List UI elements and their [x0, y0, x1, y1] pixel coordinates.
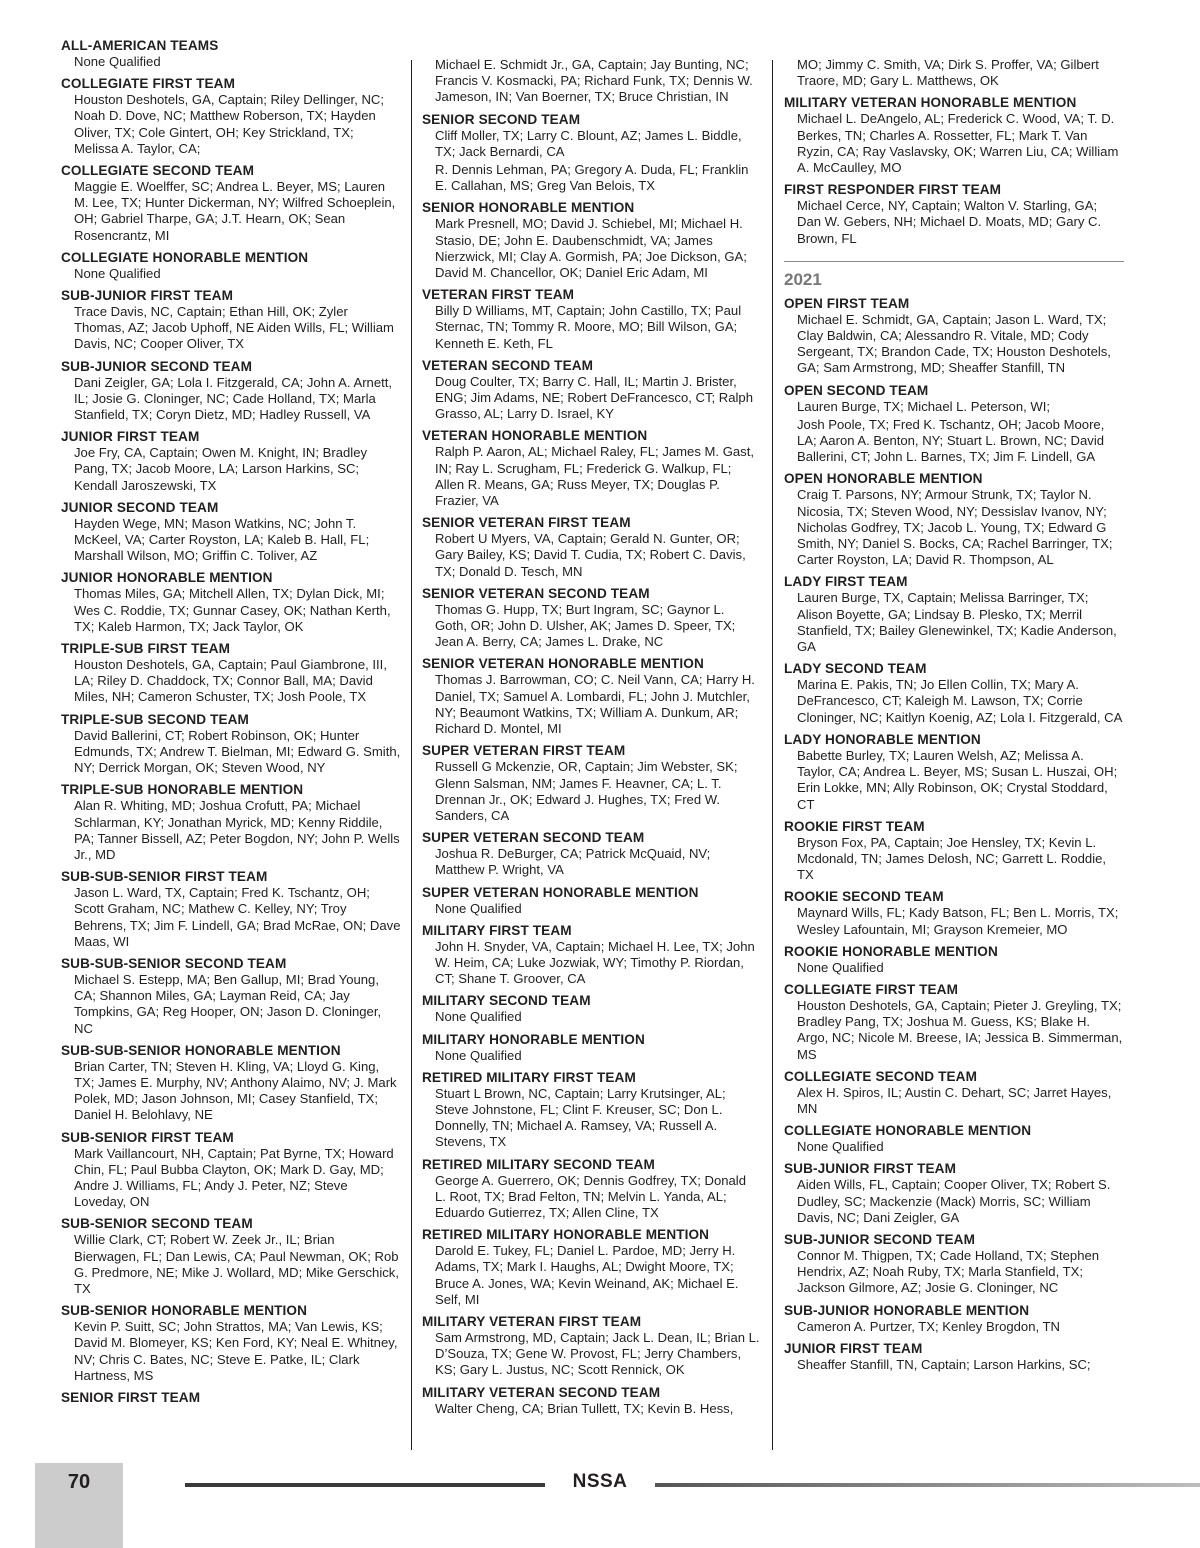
team-member-text: Babette Burley, TX; Lauren Welsh, AZ; Melissa A. Taylor, CA; Andrea L. Beyer, MS; Susan L. Huszai, OH; Erin Lokke, MN; Ally Robinson, OK; Crystal Stoddard, CT	[797, 747, 1118, 812]
year-divider	[784, 261, 1124, 262]
column-right	[784, 57, 1124, 1379]
team-member-text: Walter Cheng, CA; Brian Tullett, TX; Kevin B. Hess,	[435, 1400, 734, 1416]
team-member-list	[61, 179, 401, 244]
team-member-text: Doug Coulter, TX; Barry C. Hall, IL; Martin J. Brister, ENG; Jim Adams, NE; Robert DeFrancesco, CT; Ralph Grasso, AL; Larry D. Israel, KY	[435, 373, 753, 422]
team-member-text: Hayden Wege, MN; Mason Watkins, NC; John T. McKeel, VA; Carter Royston, LA; Kaleb B. Hall, FL; Marshall Wilson, MO; Griffin C. Toliver, AZ	[74, 515, 370, 564]
team-member-list	[61, 728, 401, 777]
team-section	[61, 956, 401, 1037]
team-member-text: None Qualified	[797, 959, 884, 975]
team-section-title: OPEN FIRST TEAM	[784, 295, 910, 311]
team-member-list	[784, 1357, 1124, 1373]
team-member-list	[61, 304, 401, 353]
team-member-text: Marina E. Pakis, TN; Jo Ellen Collin, TX; Mary A. DeFrancesco, CT; Kaleigh M. Lawson, TX; Corrie Cloninger, NC; Kaitlyn Koenig, AZ; Lola I. Fitzgerald, CA	[797, 677, 1123, 725]
team-member-list	[422, 672, 760, 737]
team-member-text: Josh Poole, TX; Fred K. Tschantz, OH; Jacob Moore, LA; Aaron A. Benton, NY; Stuart L. Brown, NC; David Ballerini, CT; John L. Barnes, TX; Jim F. Lindell, GA	[797, 416, 1105, 465]
team-section	[422, 112, 760, 195]
team-section-title: RETIRED MILITARY SECOND TEAM	[422, 1156, 655, 1172]
team-member-list	[61, 516, 401, 565]
team-section	[784, 982, 1124, 1063]
team-member-text: None Qualified	[797, 1139, 884, 1155]
team-member-text: R. Dennis Lehman, PA; Gregory A. Duda, FL; Franklin E. Callahan, MS; Greg Van Belois, TX	[435, 162, 749, 194]
team-member-text: Alan R. Whiting, MD; Joshua Crofutt, PA; Michael Schlarman, KY; Jonathan Myrick, MD; Kenny Riddile, PA; Tanner Bissell, AZ; Peter Bogdon, NY; John P. Wells Jr., MD	[74, 798, 400, 862]
team-section-title: VETERAN HONORABLE MENTION	[422, 428, 648, 444]
team-member-text: Bryson Fox, PA, Captain; Joe Hensley, TX; Kevin L. Mcdonald, TN; James Delosh, NC; Garrett L. Roddie, TX	[797, 834, 1107, 883]
team-section	[422, 885, 760, 917]
team-member-list	[784, 590, 1124, 655]
team-section	[784, 1341, 1124, 1373]
footer-rule-right	[655, 1483, 1200, 1487]
team-section-title: SUB-SENIOR FIRST TEAM	[61, 1129, 234, 1145]
team-section-title: LADY SECOND TEAM	[784, 661, 927, 677]
team-section-title: VETERAN FIRST TEAM	[422, 287, 575, 303]
team-section-title: SUPER VETERAN HONORABLE MENTION	[422, 884, 699, 900]
team-section	[422, 358, 760, 423]
team-member-text: None Qualified	[435, 1009, 522, 1025]
team-section	[784, 889, 1124, 937]
team-member-list	[784, 57, 1124, 89]
team-section-title: SUB-JUNIOR HONORABLE MENTION	[784, 1302, 1030, 1318]
team-section-title: SUB-SUB-SENIOR HONORABLE MENTION	[61, 1042, 341, 1058]
team-member-text: Houston Deshotels, GA, Captain; Pieter J. Greyling, TX; Bradley Pang, TX; Joshua M. Guess, KS; Blake H. Argo, NC; Nicole M. Breese, IA; Jessica B. Simmerman, MS	[797, 997, 1123, 1062]
team-member-text: David Ballerini, CT; Robert Robinson, OK; Hunter Edmunds, TX; Andrew T. Bielman, MI; Edward G. Smith, NY; Derrick Morgan, OK; Steven Wood, NY	[74, 727, 401, 776]
team-member-list	[61, 972, 401, 1037]
team-section-title: SUPER VETERAN SECOND TEAM	[422, 830, 645, 846]
team-member-text: Darold E. Tukey, FL; Daniel L. Pardoe, MD; Jerry H. Adams, TX; Mark I. Haughs, AL; Dwight Moore, TX; Bruce A. Jones, WA; Kevin Weinand, AK; Michael E. Self, MI	[435, 1243, 739, 1307]
team-member-text: Dani Zeigler, GA; Lola I. Fitzgerald, CA; John A. Arnett, IL; Josie G. Cloninger, NC; Cade Holland, TX; Marla Stanfield, TX; Coryn Dietz, MD; Hadley Russell, VA	[74, 374, 393, 423]
team-member-text: George A. Guerrero, OK; Dennis Godfrey, TX; Donald L. Root, TX; Brad Felton, TN; Melvin L. Yanda, AL; Eduardo Gutierrez, TX; Allen Cline, TX	[435, 1172, 747, 1220]
team-member-text: Jason L. Ward, TX, Captain; Fred K. Tschantz, OH; Scott Graham, NC; Mathew C. Kelley, NY; Troy Behrens, TX; Jim F. Lindell, GA; Brad McRae, ON; Dave Maas, WI	[74, 885, 401, 949]
team-member-text: Joshua R. DeBurger, CA; Patrick McQuaid, NV; Matthew P. Wright, VA	[435, 846, 711, 878]
team-member-text: MO; Jimmy C. Smith, VA; Dirk S. Proffer, VA; Gilbert Traore, MD; Gary L. Matthews, OK	[797, 57, 1099, 89]
team-section	[422, 515, 760, 580]
team-section-title: MILITARY VETERAN FIRST TEAM	[422, 1313, 642, 1329]
team-section	[61, 1303, 401, 1384]
team-section	[61, 288, 401, 353]
team-member-text: None Qualified	[435, 1047, 522, 1063]
team-member-text: Russell G Mckenzie, OR, Captain; Jim Webster, SK; Glenn Salsman, NM; James F. Heavner, CA; L. T. Drennan Jr., OK; Edward J. Hughes, TX; Fred W. Sanders, CA	[435, 759, 738, 823]
footer-rule-left	[185, 1483, 545, 1487]
team-section	[422, 1032, 760, 1064]
team-section	[784, 95, 1124, 176]
team-member-text: Houston Deshotels, GA, Captain; Riley Dellinger, NC; Noah D. Dove, NC; Matthew Roberson, TX; Hayden Oliver, TX; Cole Gintert, OH; Key Strickland, TX; Melissa A. Taylor, CA;	[74, 92, 385, 156]
team-member-text: Connor M. Thigpen, TX; Cade Holland, TX; Stephen Hendrix, AZ; Noah Ruby, TX; Marla Stanfield, TX; Jackson Gilmore, AZ; Josie G. Cloninger, NC	[797, 1247, 1100, 1296]
team-member-list	[61, 1146, 401, 1211]
team-section	[61, 1043, 401, 1124]
team-section-title: SENIOR HONORABLE MENTION	[422, 200, 635, 216]
team-section	[61, 712, 401, 777]
team-member-list	[784, 960, 1124, 976]
team-member-list	[422, 444, 760, 509]
team-section-title: TRIPLE-SUB HONORABLE MENTION	[61, 782, 304, 798]
team-section-title: JUNIOR SECOND TEAM	[61, 499, 219, 515]
team-section	[61, 1130, 401, 1211]
team-member-list	[784, 677, 1124, 726]
team-section-title: COLLEGIATE SECOND TEAM	[61, 163, 255, 179]
team-section	[784, 1161, 1124, 1226]
team-member-list	[784, 111, 1124, 176]
team-member-text: Michael E. Schmidt Jr., GA, Captain; Jay Bunting, NC; Francis V. Kosmacki, PA; Richard Funk, TX; Dennis W. Jameson, IN; Van Boerner, TX; Bruce Christian, IN	[435, 57, 753, 105]
team-member-text: Mark Vaillancourt, NH, Captain; Pat Byrne, TX; Howard Chin, FL; Paul Bubba Clayton, OK; Mark D. Gay, MD; Andre J. Williams, FL; Andy J. Peter, NZ; Steve Loveday, ON	[74, 1145, 394, 1210]
team-member-text: Mark Presnell, MO; David J. Schiebel, MI; Michael H. Stasio, DE; John E. Daubenschmidt, VA; James Nierzwick, MI; Clay A. Gormish, PA; Joe Dickson, GA; David M. Chancellor, OK; Daniel Eric Adam, MI	[435, 216, 747, 281]
team-member-list	[61, 657, 401, 706]
team-section-title: COLLEGIATE FIRST TEAM	[784, 981, 959, 997]
footer-brand: NSSA	[572, 1471, 628, 1492]
team-section-title: RETIRED MILITARY HONORABLE MENTION	[422, 1227, 710, 1243]
team-section	[61, 1216, 401, 1297]
team-section	[422, 1385, 760, 1417]
team-member-list	[422, 374, 760, 423]
team-member-list	[422, 216, 760, 281]
team-member-list	[422, 57, 760, 106]
team-member-text: Maynard Wills, FL; Kady Batson, FL; Ben L. Morris, TX; Wesley Lafountain, MI; Grayson Kremeier, MO	[797, 905, 1119, 937]
team-member-list	[61, 445, 401, 494]
team-section-title: SUB-SENIOR HONORABLE MENTION	[61, 1303, 307, 1319]
team-section	[61, 76, 401, 157]
team-section-title: SENIOR VETERAN FIRST TEAM	[422, 515, 631, 531]
team-member-list	[61, 92, 401, 157]
team-section	[422, 743, 760, 824]
column-divider	[411, 60, 412, 1450]
team-member-text: Thomas Miles, GA; Mitchell Allen, TX; Dylan Dick, MI; Wes C. Roddie, TX; Gunnar Casey, OK; Nathan Kerth, TX; Kaleb Harmon, TX; Jack Taylor, OK	[74, 586, 391, 634]
team-member-list	[61, 54, 401, 70]
team-section-title: SENIOR FIRST TEAM	[61, 1389, 201, 1405]
team-section-title: SENIOR VETERAN SECOND TEAM	[422, 585, 650, 601]
team-section	[422, 923, 760, 988]
team-member-text: Ralph P. Aaron, AL; Michael Raley, FL; James M. Gast, IN; Ray L. Scrugham, FL; Frederick G. Walkup, FL; Allen R. Means, GA; Russ Meyer, TX; Douglas P. Frazier, VA	[435, 444, 754, 509]
team-section	[422, 993, 760, 1025]
team-section-title: MILITARY HONORABLE MENTION	[422, 1031, 645, 1047]
team-member-list	[784, 399, 1124, 466]
team-section	[61, 570, 401, 635]
team-section-title: COLLEGIATE SECOND TEAM	[784, 1068, 978, 1084]
team-section	[61, 429, 401, 494]
team-section	[784, 182, 1124, 247]
team-member-text: Aiden Wills, FL, Captain; Cooper Oliver, TX; Robert S. Dudley, SC; Mackenzie (Mack) Morris, SC; William Davis, NC; Dani Zeigler, GA	[797, 1177, 1111, 1225]
team-section	[784, 732, 1124, 813]
team-member-list	[61, 885, 401, 950]
team-section	[61, 500, 401, 565]
team-member-list	[422, 759, 760, 824]
team-member-list	[422, 1243, 760, 1308]
team-section-title: MILITARY VETERAN SECOND TEAM	[422, 1384, 661, 1400]
team-member-text: Brian Carter, TN; Steven H. Kling, VA; Lloyd G. King, TX; James E. Murphy, NV; Anthony Alaimo, NV; J. Mark Polek, MD; Jason Johnson, MI; Casey Stanfield, TX; Daniel H. Belohlavy, NE	[74, 1058, 397, 1123]
team-member-text: Thomas J. Barrowman, CO; C. Neil Vann, CA; Harry H. Daniel, TX; Samuel A. Lombardi, FL; John J. Mutchler, NY; Beaumont Watkins, TX; William A. Dunkum, AR; Richard D. Montel, MI	[435, 672, 755, 737]
team-section-title: SUB-JUNIOR SECOND TEAM	[784, 1231, 976, 1247]
team-member-list	[784, 1319, 1124, 1335]
team-section-title: SUB-SUB-SENIOR FIRST TEAM	[61, 869, 268, 885]
team-section-title: TRIPLE-SUB SECOND TEAM	[61, 711, 249, 727]
team-member-list	[61, 798, 401, 863]
team-section-title: MILITARY VETERAN HONORABLE MENTION	[784, 95, 1077, 111]
team-member-text: Maggie E. Woelffer, SC; Andrea L. Beyer, MS; Lauren M. Lee, TX; Hunter Dickerman, NY; Wilfred Schoeplein, OH; Gabriel Tharpe, GA; J.T. Hearn, OK; Sean Rosencrantz, MI	[74, 179, 396, 243]
team-member-text: Cameron A. Purtzer, TX; Kenley Brogdon, TN	[797, 1318, 1060, 1334]
team-section	[422, 830, 760, 878]
team-member-list	[422, 1009, 760, 1025]
team-section	[422, 57, 760, 106]
page-number: 70	[67, 1471, 91, 1493]
team-member-text: Cliff Moller, TX; Larry C. Blount, AZ; James L. Biddle, TX; Jack Bernardi, CA	[435, 127, 742, 159]
team-section-title: RETIRED MILITARY FIRST TEAM	[422, 1069, 636, 1085]
team-member-list	[422, 1048, 760, 1064]
team-section	[784, 1123, 1124, 1155]
team-member-list	[422, 128, 760, 195]
team-section	[422, 1227, 760, 1308]
team-member-list	[422, 1086, 760, 1151]
team-section-title: OPEN HONORABLE MENTION	[784, 471, 983, 487]
team-member-list	[422, 303, 760, 352]
team-member-text: Thomas G. Hupp, TX; Burt Ingram, SC; Gaynor L. Goth, OR; John D. Ulsher, AK; James D. Speer, TX; Jean A. Berry, CA; James L. Drake, NC	[435, 601, 736, 650]
year-heading: 2021	[784, 269, 822, 289]
team-section-title: OPEN SECOND TEAM	[784, 382, 929, 398]
team-section	[61, 359, 401, 424]
team-member-text: Stuart L Brown, NC, Captain; Larry Krutsinger, AL; Steve Johnstone, FL; Clint F. Kreuser, SC; Don L. Donnelly, TN; Michael A. Ramsey, VA; Russell A. Stevens, TX	[435, 1085, 726, 1150]
team-member-text: Houston Deshotels, GA, Captain; Paul Giambrone, III, LA; Riley D. Chaddock, TX; Connor Ball, MA; David Miles, NH; Cameron Schuster, TX; Josh Poole, TX	[74, 657, 387, 705]
team-section	[61, 1390, 401, 1406]
team-member-list	[61, 266, 401, 282]
team-member-list	[61, 1319, 401, 1384]
team-section	[784, 296, 1124, 377]
team-section	[784, 57, 1124, 89]
team-member-text: Trace Davis, NC, Captain; Ethan Hill, OK; Zyler Thomas, AZ; Jacob Uphoff, NE Aiden Wills, FL; William Davis, NC; Cooper Oliver, TX	[74, 304, 394, 352]
team-section	[784, 1232, 1124, 1297]
team-section-title: ROOKIE FIRST TEAM	[784, 818, 925, 834]
team-section-title: COLLEGIATE HONORABLE MENTION	[784, 1123, 1032, 1139]
team-section-title: MILITARY SECOND TEAM	[422, 993, 591, 1009]
team-member-text: Michael E. Schmidt, GA, Captain; Jason L. Ward, TX; Clay Baldwin, CA; Alessandro R. Vitale, MD; Cody Sergeant, TX; Brandon Cade, TX; Houston Deshotels, GA; Sam Armstrong, MD; Sheaffer Stanfill, TN	[797, 311, 1111, 376]
team-section-title: SUB-JUNIOR SECOND TEAM	[61, 358, 253, 374]
team-section-title: SUB-JUNIOR FIRST TEAM	[784, 1161, 957, 1177]
team-section	[61, 869, 401, 950]
team-member-text: Joe Fry, CA, Captain; Owen M. Knight, IN; Bradley Pang, TX; Jacob Moore, LA; Larson Harkins, SC; Kendall Jaroszewski, TX	[74, 445, 368, 493]
team-section	[61, 641, 401, 706]
team-member-text: None Qualified	[74, 54, 161, 69]
team-member-text: Lauren Burge, TX; Michael L. Peterson, WI;	[797, 398, 1051, 414]
team-member-list	[422, 846, 760, 878]
team-member-list	[422, 1330, 760, 1379]
team-member-text: Craig T. Parsons, NY; Armour Strunk, TX; Taylor N. Nicosia, TX; Steven Wood, NY; Dessislav Ivanov, NY; Nicholas Godfrey, TX; Jacob L. Young, TX; Edward G Smith, NY; Daniel S. Bocks, CA; Rachel Barringer, TX; Carter Royston, LA; David R. Thompson, AL	[797, 487, 1113, 568]
team-section-title: ROOKIE SECOND TEAM	[784, 889, 944, 905]
team-member-text: None Qualified	[74, 265, 161, 281]
team-member-list	[784, 487, 1124, 568]
team-section-title: TRIPLE-SUB FIRST TEAM	[61, 641, 230, 657]
team-section	[784, 661, 1124, 726]
team-member-list	[61, 586, 401, 635]
team-member-list	[422, 531, 760, 580]
team-section	[422, 200, 760, 281]
team-member-text: Sheaffer Stanfill, TN, Captain; Larson Harkins, SC;	[797, 1356, 1091, 1372]
team-section	[784, 944, 1124, 976]
team-member-list	[61, 375, 401, 424]
team-member-list	[784, 312, 1124, 377]
team-section-title: VETERAN SECOND TEAM	[422, 357, 594, 373]
team-section-title: SUB-SUB-SENIOR SECOND TEAM	[61, 955, 287, 971]
team-section	[784, 1069, 1124, 1117]
column-divider	[772, 60, 773, 1450]
team-section-title: JUNIOR FIRST TEAM	[784, 1340, 923, 1356]
team-section-title: FIRST RESPONDER FIRST TEAM	[784, 182, 1002, 198]
team-member-text: Sam Armstrong, MD, Captain; Jack L. Dean, IL; Brian L. D’Souza, TX; Gene W. Provost, FL; Jerry Chambers, KS; Gary L. Justus, NC; Scott Rennick, OK	[435, 1329, 760, 1378]
team-section	[422, 287, 760, 352]
team-section-title: LADY HONORABLE MENTION	[784, 731, 981, 747]
team-section-title: COLLEGIATE HONORABLE MENTION	[61, 249, 309, 265]
team-member-list	[784, 1177, 1124, 1226]
team-section	[422, 1070, 760, 1151]
team-member-list	[61, 1059, 401, 1124]
team-member-list	[784, 1139, 1124, 1155]
team-section-title: SUB-SENIOR SECOND TEAM	[61, 1216, 253, 1232]
team-section-title: SUB-JUNIOR FIRST TEAM	[61, 288, 234, 304]
team-member-text: Michael S. Estepp, MA; Ben Gallup, MI; Brad Young, CA; Shannon Miles, GA; Layman Reid, CA; Jay Tompkins, GA; Reg Hooper, ON; Jason D. Cloninger, NC	[74, 971, 382, 1036]
column-middle	[422, 57, 760, 1423]
team-member-list	[61, 1232, 401, 1297]
team-section	[422, 586, 760, 651]
team-section-title: SUPER VETERAN FIRST TEAM	[422, 743, 626, 759]
team-member-text: Willie Clark, CT; Robert W. Zeek Jr., IL; Brian Bierwagen, FL; Dan Lewis, CA; Paul Newman, OK; Rob G. Predmore, NE; Mike J. Wollard, MD; Mike Gerschick, TX	[74, 1232, 399, 1296]
team-member-text: Michael Cerce, NY, Captain; Walton V. Starling, GA; Dan W. Gebers, NH; Michael D. Moats, MD; Gary C. Brown, FL	[797, 198, 1102, 246]
team-section	[61, 38, 401, 70]
team-member-text: Michael L. DeAngelo, AL; Frederick C. Wood, VA; T. D. Berkes, TN; Charles A. Rossetter, FL; Mark T. Van Ryzin, CA; Ray Vaslavsky, OK; Warren Liu, CA; William A. McCaulley, MO	[797, 111, 1119, 176]
team-section	[784, 574, 1124, 655]
team-member-list	[784, 905, 1124, 937]
team-section	[422, 1314, 760, 1379]
team-member-text: Alex H. Spiros, IL; Austin C. Dehart, SC; Jarret Hayes, MN	[797, 1084, 1112, 1116]
team-member-list	[784, 1248, 1124, 1297]
team-member-list	[422, 602, 760, 651]
team-member-text: Lauren Burge, TX, Captain; Melissa Barringer, TX; Alison Boyette, GA; Lindsay B. Plesko, TX; Merril Stanfield, TX; Bailey Glenewinkel, TX; Kadie Anderson, GA	[797, 590, 1117, 655]
team-section-title: ALL-AMERICAN TEAMS	[61, 38, 219, 53]
team-section-title: JUNIOR FIRST TEAM	[61, 429, 200, 445]
team-member-text: Billy D Williams, MT, Captain; John Castillo, TX; Paul Sternac, TN; Tommy R. Moore, MO; Bill Wilson, GA; Kenneth E. Keth, FL	[435, 303, 742, 351]
team-member-text: None Qualified	[435, 900, 522, 916]
team-member-text: John H. Snyder, VA, Captain; Michael H. Lee, TX; John W. Heim, CA; Luke Jozwiak, WY; Timothy P. Riordan, CT; Shane T. Groover, CA	[435, 938, 755, 987]
team-section-title: SENIOR SECOND TEAM	[422, 111, 581, 127]
team-member-text: Kevin P. Suitt, SC; John Strattos, MA; Van Lewis, KS; David M. Blomeyer, KS; Ken Ford, KY; Neal E. Whitney, NV; Chris C. Bates, NC; Steve E. Patke, IL; Clark Hartness, MS	[74, 1319, 398, 1383]
team-section-title: MILITARY FIRST TEAM	[422, 922, 572, 938]
team-section-title: ROOKIE HONORABLE MENTION	[784, 943, 998, 959]
team-member-list	[422, 939, 760, 988]
team-section-title: LADY FIRST TEAM	[784, 574, 908, 590]
team-member-list	[784, 1085, 1124, 1117]
team-section	[784, 471, 1124, 568]
team-section	[422, 656, 760, 737]
team-member-text: Robert U Myers, VA, Captain; Gerald N. Gunter, OR; Gary Bailey, KS; David T. Cudia, TX; Robert C. Davis, TX; Donald D. Tesch, MN	[435, 531, 746, 579]
column-left	[61, 38, 401, 1412]
team-section	[61, 163, 401, 244]
team-member-list	[422, 901, 760, 917]
team-section-title: COLLEGIATE FIRST TEAM	[61, 76, 236, 92]
team-section-title: SENIOR VETERAN HONORABLE MENTION	[422, 656, 704, 672]
team-section	[422, 1157, 760, 1222]
team-member-list	[784, 835, 1124, 884]
team-section-title: JUNIOR HONORABLE MENTION	[61, 570, 273, 586]
team-member-list	[784, 198, 1124, 247]
team-member-list	[422, 1401, 760, 1417]
team-section	[784, 1303, 1124, 1335]
team-section	[422, 428, 760, 509]
team-section	[784, 819, 1124, 884]
team-member-list	[784, 748, 1124, 813]
team-member-list	[784, 998, 1124, 1063]
team-section	[61, 782, 401, 863]
team-member-list	[422, 1173, 760, 1222]
team-section	[784, 383, 1124, 466]
team-section	[61, 250, 401, 282]
